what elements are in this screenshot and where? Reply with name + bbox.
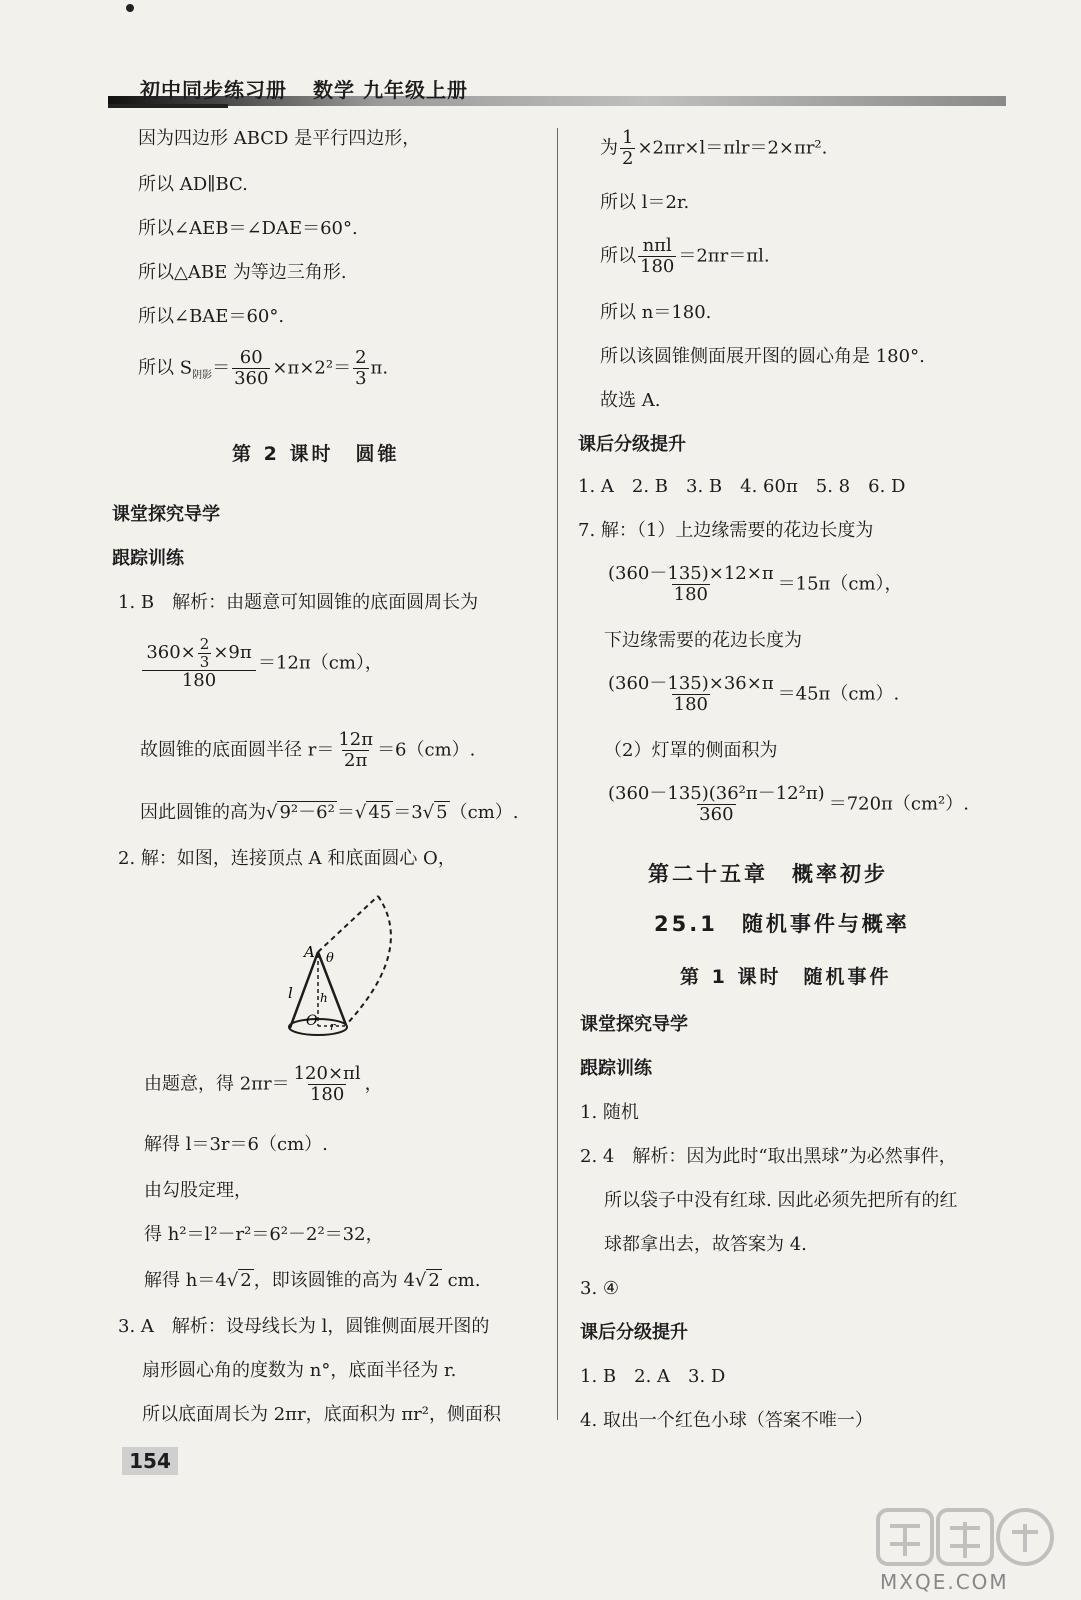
answers-1-3: 1. B 2. A 3. D xyxy=(580,1366,726,1387)
fraction-2-3: $\frac{2}{3}$ xyxy=(355,347,367,389)
cone-base xyxy=(289,1019,347,1035)
q7-area-formula: $\frac{\text{(360－135)(36²π－12²π)}}{360}$ ＝720π（cm²）. xyxy=(608,783,969,825)
q3-line-3: 所以底面周长为 2πr，底面积为 πr²，侧面积 xyxy=(142,1404,501,1425)
heading-classroom: 课堂探究导学 xyxy=(112,504,220,525)
label-h: h xyxy=(320,991,328,1005)
fraction-60-360: $\frac{60}{360}$ xyxy=(234,347,269,389)
answer-2-line-2: 所以袋子中没有红球. 因此必须先把所有的红 xyxy=(604,1190,958,1211)
label-theta: θ xyxy=(326,951,334,966)
watermark-text: MXQE.COM xyxy=(880,1570,1009,1594)
right-line-6: 故选 A. xyxy=(600,390,661,411)
left-line-5: 所以∠BAE＝60°. xyxy=(138,306,285,327)
answer-2-line-1: 2. 4 解析：因为此时“取出黑球”为必然事件， xyxy=(580,1146,957,1167)
left-line-4: 所以△ABE 为等边三角形. xyxy=(138,262,347,283)
lesson-title: 第 1 课时 随机事件 xyxy=(680,966,892,988)
q7-part2: （2）灯罩的侧面积为 xyxy=(604,740,778,761)
chapter-title: 第二十五章 概率初步 xyxy=(648,862,888,886)
right-line-5: 所以该圆锥侧面展开图的圆心角是 180°. xyxy=(600,346,925,367)
cone-figure xyxy=(280,880,430,1040)
q2-h-squared: 得 h²＝l²－r²＝6²－2²＝32， xyxy=(144,1224,384,1245)
heading-classroom-2: 课堂探究导学 xyxy=(580,1014,688,1035)
book-title: 初中同步练习册 xyxy=(140,78,287,102)
q2-solve-l: 解得 l＝3r＝6（cm）. xyxy=(144,1134,328,1155)
column-divider xyxy=(557,128,558,1420)
q1-height: 因此圆锥的高为√ 9²－6² ＝√ 45 ＝3√ 5 （cm）. xyxy=(140,802,519,823)
header-band-accent xyxy=(108,104,228,108)
q2-h-result: 解得 h＝4√ 2 ，即该圆锥的高为 4√ 2 cm. xyxy=(144,1270,481,1291)
label-O: O xyxy=(306,1013,318,1029)
heading-after-class-2: 课后分级提升 xyxy=(580,1322,688,1343)
q7-line-1: 7. 解：（1）上边缘需要的花边长度为 xyxy=(578,520,874,541)
right-line-4: 所以 n＝180. xyxy=(600,302,712,323)
q7-lower-formula: $\frac{(360-135)\times 36\times\pi}{180}$ ＝45π（cm）. xyxy=(608,673,900,715)
right-line-1: 为 $\frac{1}{2}$ ×2πr×l＝πlr＝2×πr². xyxy=(600,127,828,169)
q2-text: 2. 解：如图，连接顶点 A 和底面圆心 O， xyxy=(118,848,456,869)
page-number: 154 xyxy=(122,1447,178,1475)
q1-radius: 故圆锥的底面圆半径 r＝ $\frac{12\pi}{2\pi}$ ＝6（cm）. xyxy=(140,729,476,771)
answer-4: 4. 取出一个红色小球（答案不唯一） xyxy=(580,1410,873,1431)
left-line-3: 所以∠AEB＝∠DAE＝60°. xyxy=(138,218,358,239)
right-line-2: 所以 l＝2r. xyxy=(600,192,690,213)
label-r: r xyxy=(330,1020,336,1033)
heading-tracking-2: 跟踪训练 xyxy=(580,1058,652,1079)
fraction-circumference: 360× $\frac{2}{3}$ ×9π 180 xyxy=(142,636,256,691)
sector-arc xyxy=(346,896,391,1025)
answer-1: 1. 随机 xyxy=(580,1102,639,1123)
answer-3: 3. ④ xyxy=(580,1278,620,1299)
corner-dot xyxy=(126,4,134,12)
left-line-2: 所以 AD∥BC. xyxy=(138,174,248,195)
answers-1-6: 1. A 2. B 3. B 4. 60π 5. 8 6. D xyxy=(578,476,906,497)
q7-upper-formula: $\frac{(360-135)\times 12\times\pi}{180}$ ＝15π（cm）， xyxy=(608,563,903,605)
label-l: l xyxy=(288,984,293,1002)
q3-line-1: 3. A 解析：设母线长为 l，圆锥侧面展开图的 xyxy=(118,1316,490,1337)
q2-pythag: 由勾股定理， xyxy=(144,1180,252,1201)
q1-formula: 360× $\frac{2}{3}$ ×9π 180 ＝12π（cm）， xyxy=(140,636,383,691)
q7-lower-text: 下边缘需要的花边长度为 xyxy=(604,630,802,651)
section-title: 25.1 随机事件与概率 xyxy=(654,912,910,936)
heading-after-class: 课后分级提升 xyxy=(578,434,686,455)
q2-equation: 由题意，得 2πr＝ $\frac{120\times\pi l}{180}$ ， xyxy=(144,1063,383,1105)
section-title-cone: 第 2 课时 圆锥 xyxy=(232,443,400,465)
answer-2-line-3: 球都拿出去，故答案为 4. xyxy=(604,1234,807,1255)
book-subtitle: 数学 九年级上册 xyxy=(313,78,468,102)
left-line-6: 所以 $S_{阴影}=$ $\frac{60}{360}$ ×π×2²＝ $\frac{2}{3}$ π. xyxy=(138,347,389,389)
q1-text: 1. B 解析：由题意可知圆锥的底面圆周长为 xyxy=(118,592,479,613)
q3-line-2: 扇形圆心角的度数为 n°，底面半径为 r. xyxy=(142,1360,457,1381)
left-line-1: 因为四边形 ABCD 是平行四边形， xyxy=(138,128,421,149)
sector-edge xyxy=(318,896,378,952)
right-line-3: 所以 $\frac{\text{nπl}}{180}$ ＝2πr＝πl. xyxy=(600,235,770,277)
running-header xyxy=(140,74,468,103)
heading-tracking: 跟踪训练 xyxy=(112,548,184,569)
label-A: A xyxy=(304,943,315,961)
